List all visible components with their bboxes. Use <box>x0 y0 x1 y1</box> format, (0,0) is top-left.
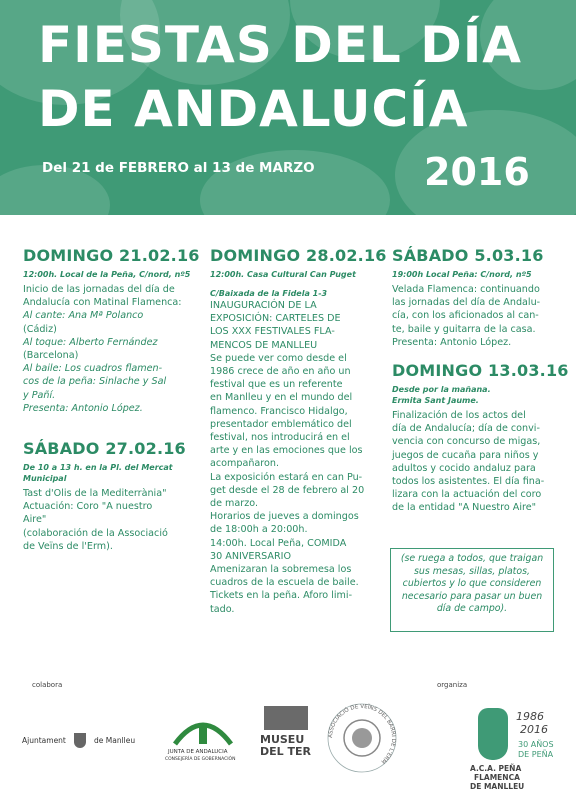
museu-label: MUSEU <box>260 733 305 746</box>
body-line: Velada Flamenca: continuando <box>392 284 540 295</box>
body-line: LOS XXX FESTIVALES FLA- <box>210 326 335 338</box>
anniv-label-2: DE PEÑA <box>518 750 554 759</box>
ajuntament-logo <box>22 733 142 749</box>
body-line: y Pañí. <box>23 389 56 401</box>
body-line: arte y en las emociones que los <box>210 445 363 457</box>
museu-del-ter-logo <box>260 706 314 772</box>
event-day-2: SÁBADO 27.02.16 <box>23 439 186 459</box>
event-day-5: DOMINGO 13.03.16 <box>392 361 569 381</box>
event-body-1 <box>23 283 193 415</box>
year-1986: 1986 <box>516 710 544 723</box>
event-location-5b: Ermita Sant Jaume. <box>392 396 479 406</box>
body-line: acompañaron. <box>210 458 280 470</box>
body-line: adultos y cocido andaluz para <box>392 462 536 474</box>
associacio-logo <box>326 702 398 774</box>
body-line: lizara con la actuación del coro <box>392 489 542 501</box>
body-line: MENCOS DE MANLLEU <box>210 339 318 351</box>
building-icon <box>264 706 308 730</box>
associacio-label: ASSOCIACIÓ DE VEÏNS DEL BARRI DE L'ERM <box>327 703 397 765</box>
column-2 <box>210 246 387 616</box>
body-line: Aire" <box>23 514 47 526</box>
body-line: La exposición estará en can Pu- <box>210 471 363 483</box>
body-line: cuadros de la escuela de baile. <box>210 577 359 589</box>
body-line: festival, nos introducirá en el <box>210 432 350 444</box>
pena-name-1: A.C.A. PEÑA <box>470 764 522 773</box>
body-line: (Barcelona) <box>23 350 79 362</box>
junta-label: JUNTA DE ANDALUCIA <box>168 749 228 755</box>
body-line: cos de la peña: Sinlache y Sal <box>23 376 167 388</box>
notice-box: (se ruega a todos, que traigan sus mesas, sillas, platos, cubiertos y lo que consideren necesario para pasar un buen día de campo). <box>390 548 554 632</box>
body-line: 14:00h. Local Peña, COMIDA <box>210 537 347 549</box>
event-day-4: SÁBADO 5.03.16 <box>392 246 544 265</box>
body-line: día de Andalucía; día de convi- <box>392 423 540 435</box>
event-body-3 <box>210 299 375 616</box>
associacio-seal-icon <box>326 702 398 774</box>
body-line: Inicio de las jornadas del día de <box>23 284 175 295</box>
body-line: INAUGURACIÓN DE LA <box>210 300 317 311</box>
body-line: de 18:00h a 20:00h. <box>210 524 308 536</box>
body-line: 30 ANIVERSARIO <box>210 550 291 562</box>
body-line: Tast d'Olis de la Mediterrània" <box>23 488 167 500</box>
column-1 <box>23 246 200 553</box>
ajuntament-label: Ajuntament <box>22 736 66 745</box>
event-dates: Del 21 de FEBRERO al 13 de MARZO <box>42 160 315 176</box>
body-line: las jornadas del día de Andalu- <box>392 297 541 309</box>
title-line-2: DE ANDALUCÍA <box>38 80 469 138</box>
pena-name-3: DE MANLLEU <box>470 782 525 791</box>
event-location-5a: Desde por la mañana. <box>392 385 491 395</box>
event-location-4: 19:00h Local Peña: C/nord, nº5 <box>392 270 532 279</box>
event-day-1: DOMINGO 21.02.16 <box>23 246 200 265</box>
event-day-3: DOMINGO 28.02.16 <box>210 246 387 265</box>
pena-flamenca-logo <box>470 706 570 790</box>
dancer-icon <box>478 708 508 760</box>
event-body-2 <box>23 487 193 553</box>
body-line: Al baile: Los cuadros flamen- <box>23 363 163 375</box>
junta-emblem-icon <box>163 712 243 748</box>
pena-name-2: FLAMENCA <box>474 773 520 782</box>
body-line: Al cante: Ana Mª Polanco <box>23 310 144 322</box>
title-line-1: FIESTAS DEL DÍA <box>38 16 522 74</box>
body-line: en Manlleu y en el mundo del <box>210 392 353 404</box>
event-year: 2016 <box>424 150 530 194</box>
junta-andalucia-logo <box>163 712 243 767</box>
body-line: get desde el 28 de febrero al 20 <box>210 484 365 496</box>
header-banner <box>0 0 576 215</box>
crest-icon <box>74 733 86 748</box>
anniv-label-1: 30 AÑOS <box>518 740 554 749</box>
event-location-3b: C/Baixada de la Fidela 1-3 <box>210 289 328 298</box>
body-line: Al toque: Alberto Fernández <box>23 336 158 348</box>
body-line: Andalucía con Matinal Flamenca: <box>23 297 182 309</box>
event-location-2b: Municipal <box>23 474 67 484</box>
body-line: tado. <box>210 603 235 615</box>
body-line: Tickets en la peña. Aforo limi- <box>210 590 353 602</box>
manlleu-label: de Manlleu <box>94 736 136 745</box>
body-line: (colaboración de la Associació <box>23 527 168 539</box>
year-2016: 2016 <box>520 723 548 736</box>
body-line: Actuación: Coro "A nuestro <box>23 501 153 513</box>
body-line: de marzo. <box>210 498 258 510</box>
colabora-label: colabora <box>32 681 63 689</box>
organiza-label: organiza <box>437 681 468 689</box>
body-line: EXPOSICIÓN: CARTELES DE <box>210 313 341 325</box>
body-line: te, baile y guitarra de la casa. <box>392 323 536 335</box>
event-location-2a: De 10 a 13 h. en la Pl. del Mercat <box>23 463 173 473</box>
del-ter-label: DEL TER <box>260 745 311 758</box>
body-line: cía, con los aficionados al can- <box>392 310 539 322</box>
event-body-4 <box>392 283 552 349</box>
body-line: todos los asistentes. El día fina- <box>392 476 545 488</box>
body-line: de la entidad "A Nuestro Aire" <box>392 502 537 514</box>
body-line: vencia con concurso de migas, <box>392 436 541 448</box>
body-line: Finalización de los actos del <box>392 410 526 422</box>
body-line: (Cádiz) <box>23 323 57 335</box>
body-line: flamenco. Francisco Hidalgo, <box>210 405 348 417</box>
column-3 <box>392 246 569 515</box>
junta-sub-label: CONSEJERÍA DE GOBERNACIÓN <box>165 757 236 762</box>
body-line: Presenta: Antonio López. <box>23 402 143 414</box>
body-line: Se puede ver como desde el <box>210 352 347 364</box>
body-line: Presenta: Antonio López. <box>392 336 512 348</box>
body-line: Horarios de jueves a domingos <box>210 511 359 523</box>
body-line: Amenizaran la sobremesa los <box>210 564 352 576</box>
body-line: juegos de cucaña para niños y <box>392 449 539 461</box>
event-body-5 <box>392 409 552 515</box>
body-line: de Veïns de l'Erm). <box>23 540 113 552</box>
body-line: 1986 crece de año en año un <box>210 366 351 378</box>
body-line: presentador emblemático del <box>210 418 352 430</box>
body-line: festival que es un referente <box>210 379 343 391</box>
event-location-3a: 12:00h. Casa Cultural Can Puget <box>210 270 356 279</box>
event-location-1: 12:00h. Local de la Peña, C/nord, nº5 <box>23 270 191 279</box>
